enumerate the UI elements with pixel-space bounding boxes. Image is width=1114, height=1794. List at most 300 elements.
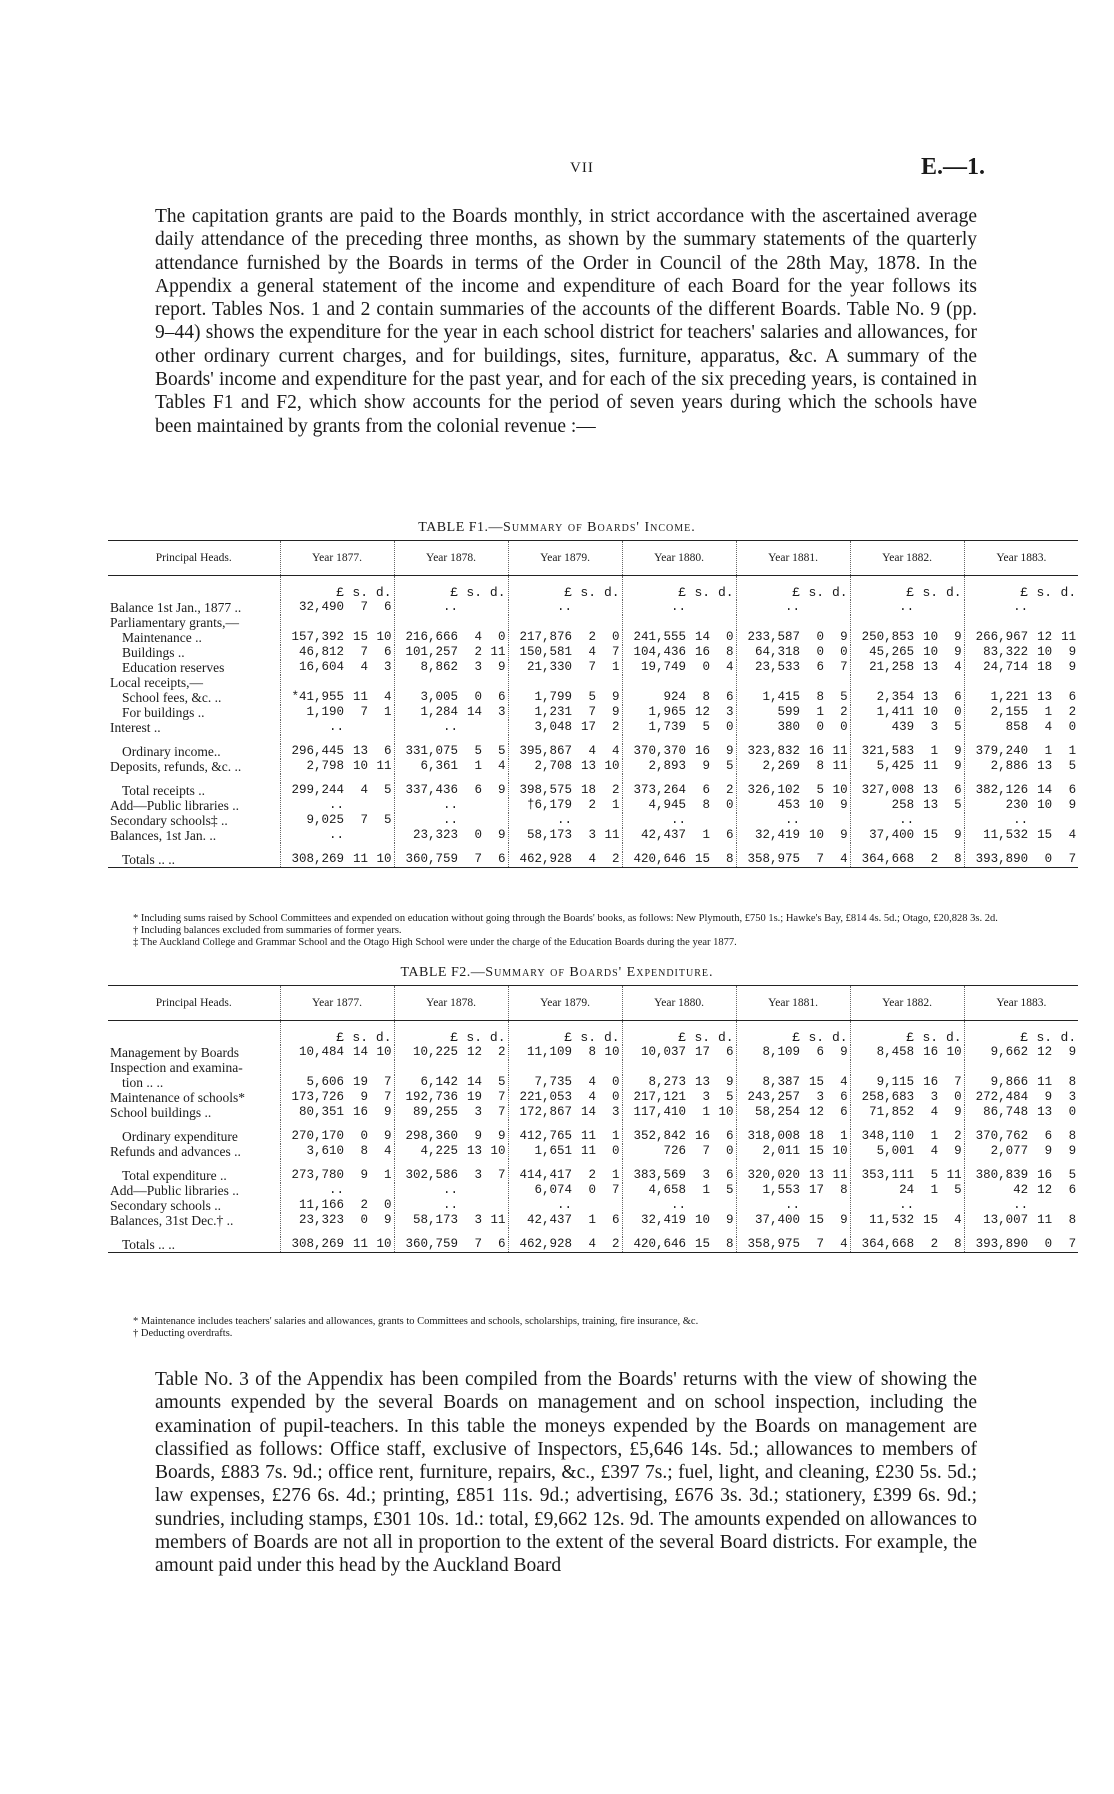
pounds-cell: 5,425 xyxy=(850,759,916,774)
shillings-cell: 1 xyxy=(1044,744,1053,758)
spacer-cell xyxy=(508,843,574,852)
shillings-cell xyxy=(460,1183,484,1198)
spacer-cell xyxy=(736,774,802,783)
pence-cell xyxy=(370,720,394,735)
shillings-cell xyxy=(802,675,826,690)
spacer-cell xyxy=(712,1159,736,1168)
expenditure-table xyxy=(108,985,1078,1253)
pence-cell xyxy=(826,675,850,690)
pence-cell: 4 xyxy=(826,1237,850,1253)
pence-cell: 1 xyxy=(612,1129,620,1143)
spacer-cell xyxy=(826,735,850,744)
pence-cell xyxy=(484,1183,508,1198)
pounds-cell: 80,351 xyxy=(280,1105,346,1120)
pence-cell: 1 xyxy=(612,798,620,812)
shillings-cell: 2 xyxy=(916,1237,940,1253)
spacer-cell xyxy=(916,735,940,744)
pence-cell: 9 xyxy=(954,630,962,644)
pounds-cell: 4,945 xyxy=(622,798,688,813)
pounds-cell: 9,662 xyxy=(964,1045,1030,1060)
pounds-cell: 173,726 xyxy=(280,1090,346,1105)
shillings-cell: 4 xyxy=(360,783,368,797)
spacer-cell xyxy=(370,843,394,852)
pounds-cell xyxy=(508,615,574,630)
shillings-cell: 0 xyxy=(1030,852,1054,868)
pence-cell: 6 xyxy=(1068,690,1077,704)
shillings-cell xyxy=(1030,600,1054,615)
pounds-cell: 299,244 xyxy=(280,783,346,798)
unit-label: d. xyxy=(831,1030,848,1045)
footnote: * Maintenance includes teachers' salaries and allowances, grants to Committees and schools, scholarships, training, fire insurance, &c. xyxy=(133,1316,699,1327)
table-row xyxy=(108,660,1078,675)
spacer-cell xyxy=(484,1120,508,1129)
shillings-cell: 1 xyxy=(702,1183,711,1197)
shillings-cell: 7 xyxy=(702,1144,711,1158)
pence-cell: 8 xyxy=(1068,1213,1077,1227)
footnote: † Including balances excluded from summaries of former years. xyxy=(133,925,402,936)
shillings-cell: 2 xyxy=(474,645,483,659)
shillings-cell: 15 xyxy=(809,1213,825,1227)
spacer-cell xyxy=(484,843,508,852)
unit-label: d. xyxy=(603,585,620,600)
pounds-cell: 9,866 xyxy=(964,1075,1030,1090)
shillings-cell xyxy=(916,600,940,615)
pounds-cell: 1,190 xyxy=(280,705,346,720)
unit-label: d. xyxy=(489,585,506,600)
pounds-cell: 217,876 xyxy=(508,630,574,645)
pence-cell: 4 xyxy=(954,1213,962,1227)
shillings-cell xyxy=(802,600,826,615)
spacer-cell xyxy=(688,774,712,783)
pounds-cell: 599 xyxy=(736,705,802,720)
shillings-cell xyxy=(346,1060,370,1075)
pounds-cell: 370,370 xyxy=(622,744,688,759)
shillings-cell: 8 xyxy=(360,1144,368,1158)
pence-cell: 0 xyxy=(954,705,962,719)
row-label: tion .. .. xyxy=(122,1075,164,1090)
shillings-cell: 14 xyxy=(467,705,483,719)
pence-cell: 10 xyxy=(832,1144,848,1158)
pounds-cell: 379,240 xyxy=(964,744,1030,759)
shillings-cell: 3 xyxy=(588,828,597,842)
spacer-cell xyxy=(802,1159,826,1168)
table-row xyxy=(108,630,1078,645)
shillings-cell xyxy=(688,1060,712,1075)
table-row xyxy=(108,798,1078,813)
shillings-cell: 11 xyxy=(352,690,368,704)
spacer-cell xyxy=(280,1228,346,1237)
spacer-cell xyxy=(916,1228,940,1237)
pence-cell: 6 xyxy=(1068,783,1077,797)
table-row xyxy=(108,783,1078,798)
shillings-cell: 13 xyxy=(581,759,597,773)
pounds-cell: .. xyxy=(394,720,460,735)
shillings-cell: 13 xyxy=(467,1144,483,1158)
pence-cell xyxy=(1054,615,1078,630)
spacer-cell xyxy=(736,1228,802,1237)
pounds-cell: 462,928 xyxy=(508,1237,574,1253)
unit-label: d. xyxy=(489,1030,506,1045)
pounds-cell xyxy=(280,675,346,690)
pounds-cell: 37,400 xyxy=(736,1213,802,1228)
unit-label: s. xyxy=(694,1030,711,1045)
pence-cell xyxy=(598,1060,622,1075)
pence-cell: 1 xyxy=(384,1168,392,1182)
spacer-cell xyxy=(1030,1228,1054,1237)
pence-cell xyxy=(940,1198,964,1213)
shillings-cell xyxy=(916,675,940,690)
pence-cell xyxy=(940,1060,964,1075)
shillings-cell: 3 xyxy=(702,1090,711,1104)
pounds-cell: 7,735 xyxy=(508,1075,574,1090)
pence-cell: 5 xyxy=(954,798,962,812)
pence-cell: 4 xyxy=(384,690,392,704)
pence-cell: 6 xyxy=(484,1237,508,1253)
pence-cell xyxy=(484,1060,508,1075)
pence-cell: 9 xyxy=(840,828,848,842)
spacer-cell xyxy=(622,1120,688,1129)
shillings-cell: 15 xyxy=(923,828,939,842)
row-label: Maintenance .. xyxy=(122,630,202,645)
spacer-cell xyxy=(940,774,964,783)
shillings-cell xyxy=(574,813,598,828)
spacer-cell xyxy=(940,735,964,744)
shillings-cell: 3 xyxy=(474,1105,483,1119)
shillings-cell: 13 xyxy=(923,783,939,797)
shillings-cell: 13 xyxy=(1037,690,1053,704)
unit-label: s. xyxy=(1036,585,1053,600)
shillings-cell xyxy=(460,615,484,630)
unit-label: d. xyxy=(375,585,392,600)
spacer-cell xyxy=(108,1159,280,1168)
spacer-cell xyxy=(370,1228,394,1237)
pence-cell: 0 xyxy=(726,720,734,734)
table-row xyxy=(108,759,1078,774)
pence-cell: 6 xyxy=(726,690,734,704)
pence-cell: 0 xyxy=(840,645,848,659)
pence-cell xyxy=(484,1198,508,1213)
table-row xyxy=(108,1168,1078,1183)
shillings-cell: 3 xyxy=(930,1090,939,1104)
pounds-cell: 302,586 xyxy=(394,1168,460,1183)
pence-cell: 9 xyxy=(726,744,734,758)
pounds-cell: 150,581 xyxy=(508,645,574,660)
pounds-cell: 89,255 xyxy=(394,1105,460,1120)
row-label: Management by Boards xyxy=(110,1045,239,1060)
row-label: Inspection and examina- xyxy=(110,1060,243,1075)
shillings-cell: 6 xyxy=(816,660,825,674)
column-header-year: Year 1880. xyxy=(622,541,736,576)
shillings-cell: 14 xyxy=(467,1075,483,1089)
pounds-cell: *41,955 xyxy=(280,690,346,705)
pence-cell xyxy=(370,1183,394,1198)
shillings-cell: 13 xyxy=(809,1168,825,1182)
pounds-cell: 8,862 xyxy=(394,660,460,675)
pounds-cell: 45,265 xyxy=(850,645,916,660)
pounds-cell: 101,257 xyxy=(394,645,460,660)
spacer-cell xyxy=(850,843,916,852)
pence-cell: 9 xyxy=(1068,798,1077,812)
pence-cell: 6 xyxy=(726,1129,734,1143)
shillings-cell xyxy=(688,615,712,630)
pence-cell: 7 xyxy=(840,660,848,674)
pounds-cell: 1,739 xyxy=(622,720,688,735)
pence-cell xyxy=(370,798,394,813)
column-header-year: Year 1879. xyxy=(508,986,622,1021)
shillings-cell: 10 xyxy=(695,1213,711,1227)
spacer-cell xyxy=(1030,1120,1054,1129)
spacer-row xyxy=(108,774,1078,783)
pence-cell: 0 xyxy=(840,720,848,734)
pence-cell: 11 xyxy=(946,1168,962,1182)
pounds-cell xyxy=(280,615,346,630)
spacer-cell xyxy=(1054,1159,1078,1168)
pence-cell: 9 xyxy=(498,828,506,842)
shillings-cell: 0 xyxy=(588,1183,597,1197)
pounds-cell: .. xyxy=(622,1198,688,1213)
shillings-cell xyxy=(916,1060,940,1075)
pence-cell: 8 xyxy=(940,852,964,868)
spacer-cell xyxy=(574,1120,598,1129)
pounds-cell: 24,714 xyxy=(964,660,1030,675)
pence-cell: 6 xyxy=(726,828,734,842)
pounds-cell: 243,257 xyxy=(736,1090,802,1105)
pounds-cell: 337,436 xyxy=(394,783,460,798)
pence-cell xyxy=(370,1060,394,1075)
pounds-cell: .. xyxy=(394,813,460,828)
shillings-cell: 4 xyxy=(574,852,598,868)
pounds-cell xyxy=(622,615,688,630)
shillings-cell: 16 xyxy=(923,1045,939,1059)
shillings-cell xyxy=(802,1060,826,1075)
pence-cell: 2 xyxy=(498,1045,506,1059)
table-f2-caption-title: Summary of Boards' Expenditure. xyxy=(485,965,714,980)
pence-cell: 10 xyxy=(604,759,620,773)
table-row xyxy=(108,852,1078,868)
shillings-cell xyxy=(1030,675,1054,690)
pence-cell: 8 xyxy=(712,1237,736,1253)
column-header-year: Year 1881. xyxy=(736,986,850,1021)
pounds-cell: 2,886 xyxy=(964,759,1030,774)
pence-cell: 11 xyxy=(1061,630,1077,644)
pounds-cell: 10,037 xyxy=(622,1045,688,1060)
pence-cell: 0 xyxy=(612,1144,620,1158)
pounds-cell: 8,458 xyxy=(850,1045,916,1060)
pounds-cell xyxy=(280,1060,346,1075)
pence-cell: 4 xyxy=(612,744,620,758)
spacer-cell xyxy=(108,1228,280,1237)
pounds-cell: 358,975 xyxy=(736,1237,802,1253)
pence-cell xyxy=(598,813,622,828)
pounds-cell: 8,109 xyxy=(736,1045,802,1060)
pence-cell: 11 xyxy=(832,744,848,758)
pence-cell: 9 xyxy=(384,1213,392,1227)
shillings-cell: 10 xyxy=(923,705,939,719)
pounds-cell: 858 xyxy=(964,720,1030,735)
pounds-cell: 64,318 xyxy=(736,645,802,660)
shillings-cell: 6 xyxy=(474,783,483,797)
shillings-cell: 1 xyxy=(588,1213,597,1227)
spacer-cell xyxy=(712,735,736,744)
table-row xyxy=(108,1213,1078,1228)
row-label: Ordinary expenditure xyxy=(122,1129,238,1144)
spacer-cell xyxy=(108,1120,280,1129)
pounds-cell: 8,273 xyxy=(622,1075,688,1090)
spacer-cell xyxy=(940,843,964,852)
pounds-cell: 2,269 xyxy=(736,759,802,774)
pounds-cell: 358,975 xyxy=(736,852,802,868)
shillings-cell: 1 xyxy=(930,1183,939,1197)
pounds-cell: 420,646 xyxy=(622,1237,688,1253)
pounds-cell xyxy=(508,1060,574,1075)
pence-cell: 9 xyxy=(1068,1045,1077,1059)
pounds-cell: 37,400 xyxy=(850,828,916,843)
spacer-cell xyxy=(802,843,826,852)
pounds-cell: 23,533 xyxy=(736,660,802,675)
shillings-cell: 17 xyxy=(695,1045,711,1059)
shillings-cell: 1 xyxy=(1044,705,1053,719)
table-row xyxy=(108,1183,1078,1198)
shillings-cell: 7 xyxy=(802,1237,826,1253)
pence-cell: 9 xyxy=(612,705,620,719)
pence-cell: 2 xyxy=(598,1237,622,1253)
column-header-year: Year 1883. xyxy=(964,986,1078,1021)
pence-cell: 9 xyxy=(954,1105,962,1119)
document-code: E.—1. xyxy=(920,154,985,180)
shillings-cell: 6 xyxy=(816,1045,825,1059)
spacer-cell xyxy=(850,1120,916,1129)
shillings-cell: 7 xyxy=(588,705,597,719)
pounds-cell xyxy=(736,675,802,690)
column-header-year: Year 1882. xyxy=(850,541,964,576)
shillings-cell: 13 xyxy=(1037,759,1053,773)
spacer-cell xyxy=(280,1120,346,1129)
pence-cell: 5 xyxy=(384,783,392,797)
pence-cell: 9 xyxy=(954,645,962,659)
spacer-cell xyxy=(394,1228,460,1237)
spacer-cell xyxy=(598,1120,622,1129)
pence-cell: 10 xyxy=(370,852,394,868)
pounds-cell: 3,005 xyxy=(394,690,460,705)
shillings-cell: 12 xyxy=(1037,1045,1053,1059)
unit-label: s. xyxy=(694,585,711,600)
pounds-cell xyxy=(622,1060,688,1075)
column-header-year: Year 1878. xyxy=(394,541,508,576)
spacer-cell xyxy=(394,1120,460,1129)
spacer-cell xyxy=(712,1228,736,1237)
spacer-cell xyxy=(736,843,802,852)
spacer-cell xyxy=(508,735,574,744)
spacer-cell xyxy=(574,1228,598,1237)
pence-cell: 6 xyxy=(1068,1183,1077,1197)
shillings-cell: 4 xyxy=(588,744,597,758)
pence-cell: 0 xyxy=(612,1075,620,1089)
row-label: Secondary schools‡ .. xyxy=(110,813,228,828)
pence-cell: 2 xyxy=(726,783,734,797)
shillings-cell: 3 xyxy=(816,1090,825,1104)
footnote: † Deducting overdrafts. xyxy=(133,1328,233,1339)
spacer-cell xyxy=(916,1159,940,1168)
pence-cell: 7 xyxy=(612,1183,620,1197)
shillings-cell xyxy=(688,1198,712,1213)
pounds-cell: 258,683 xyxy=(850,1090,916,1105)
shillings-cell: 3 xyxy=(702,1168,711,1182)
pounds-cell: 4,225 xyxy=(394,1144,460,1159)
pounds-cell: 23,323 xyxy=(394,828,460,843)
pence-cell xyxy=(712,1198,736,1213)
pence-cell: 6 xyxy=(384,600,392,614)
shillings-cell xyxy=(916,1198,940,1213)
pence-cell: 8 xyxy=(1068,1075,1077,1089)
shillings-cell: 16 xyxy=(695,645,711,659)
shillings-cell: 12 xyxy=(809,1105,825,1119)
shillings-cell: 10 xyxy=(809,798,825,812)
row-label: Local receipts,— xyxy=(110,675,203,690)
pounds-cell xyxy=(850,675,916,690)
spacer-cell xyxy=(346,843,370,852)
shillings-cell: 14 xyxy=(581,1105,597,1119)
pence-cell: 0 xyxy=(726,1144,734,1158)
pence-cell: 9 xyxy=(840,798,848,812)
pounds-cell: 380 xyxy=(736,720,802,735)
shillings-cell: 17 xyxy=(809,1183,825,1197)
pence-cell xyxy=(940,615,964,630)
pounds-cell: 270,170 xyxy=(280,1129,346,1144)
pence-cell xyxy=(712,615,736,630)
shillings-cell: 5 xyxy=(588,690,597,704)
shillings-cell xyxy=(574,1060,598,1075)
pounds-cell xyxy=(850,1060,916,1075)
unit-label: £ xyxy=(394,1021,460,1046)
pence-cell: 4 xyxy=(1068,828,1077,842)
pounds-cell: 13,007 xyxy=(964,1213,1030,1228)
pence-cell xyxy=(940,600,964,615)
shillings-cell xyxy=(346,828,370,843)
page-number: VII xyxy=(570,160,594,176)
shillings-cell: 19 xyxy=(467,1090,483,1104)
spacer-cell xyxy=(1054,1120,1078,1129)
unit-label: £ xyxy=(622,1021,688,1046)
shillings-cell xyxy=(574,1198,598,1213)
shillings-cell: 16 xyxy=(695,744,711,758)
shillings-cell xyxy=(916,615,940,630)
spacer-cell xyxy=(370,774,394,783)
pounds-cell: 353,111 xyxy=(850,1168,916,1183)
unit-label: £ xyxy=(394,576,460,601)
pounds-cell: 42 xyxy=(964,1183,1030,1198)
pounds-cell: .. xyxy=(850,1198,916,1213)
shillings-cell: 4 xyxy=(930,1105,939,1119)
pence-cell xyxy=(712,1060,736,1075)
column-header-year: Year 1882. xyxy=(850,986,964,1021)
column-header-year: Year 1883. xyxy=(964,541,1078,576)
unit-label: d. xyxy=(717,1030,734,1045)
pence-cell: 9 xyxy=(954,744,962,758)
shillings-cell: 3 xyxy=(474,1168,483,1182)
pounds-cell: 58,173 xyxy=(508,828,574,843)
unit-label: d. xyxy=(717,585,734,600)
spacer-cell xyxy=(484,735,508,744)
row-label: Balances, 1st Jan. .. xyxy=(110,828,217,843)
shillings-cell: 11 xyxy=(923,759,939,773)
pounds-cell: 11,532 xyxy=(850,1213,916,1228)
shillings-cell xyxy=(460,675,484,690)
pence-cell xyxy=(598,615,622,630)
shillings-cell: 14 xyxy=(352,1045,368,1059)
unit-row-spacer xyxy=(108,576,280,601)
unit-label: £ xyxy=(850,576,916,601)
pounds-cell: 5,001 xyxy=(850,1144,916,1159)
